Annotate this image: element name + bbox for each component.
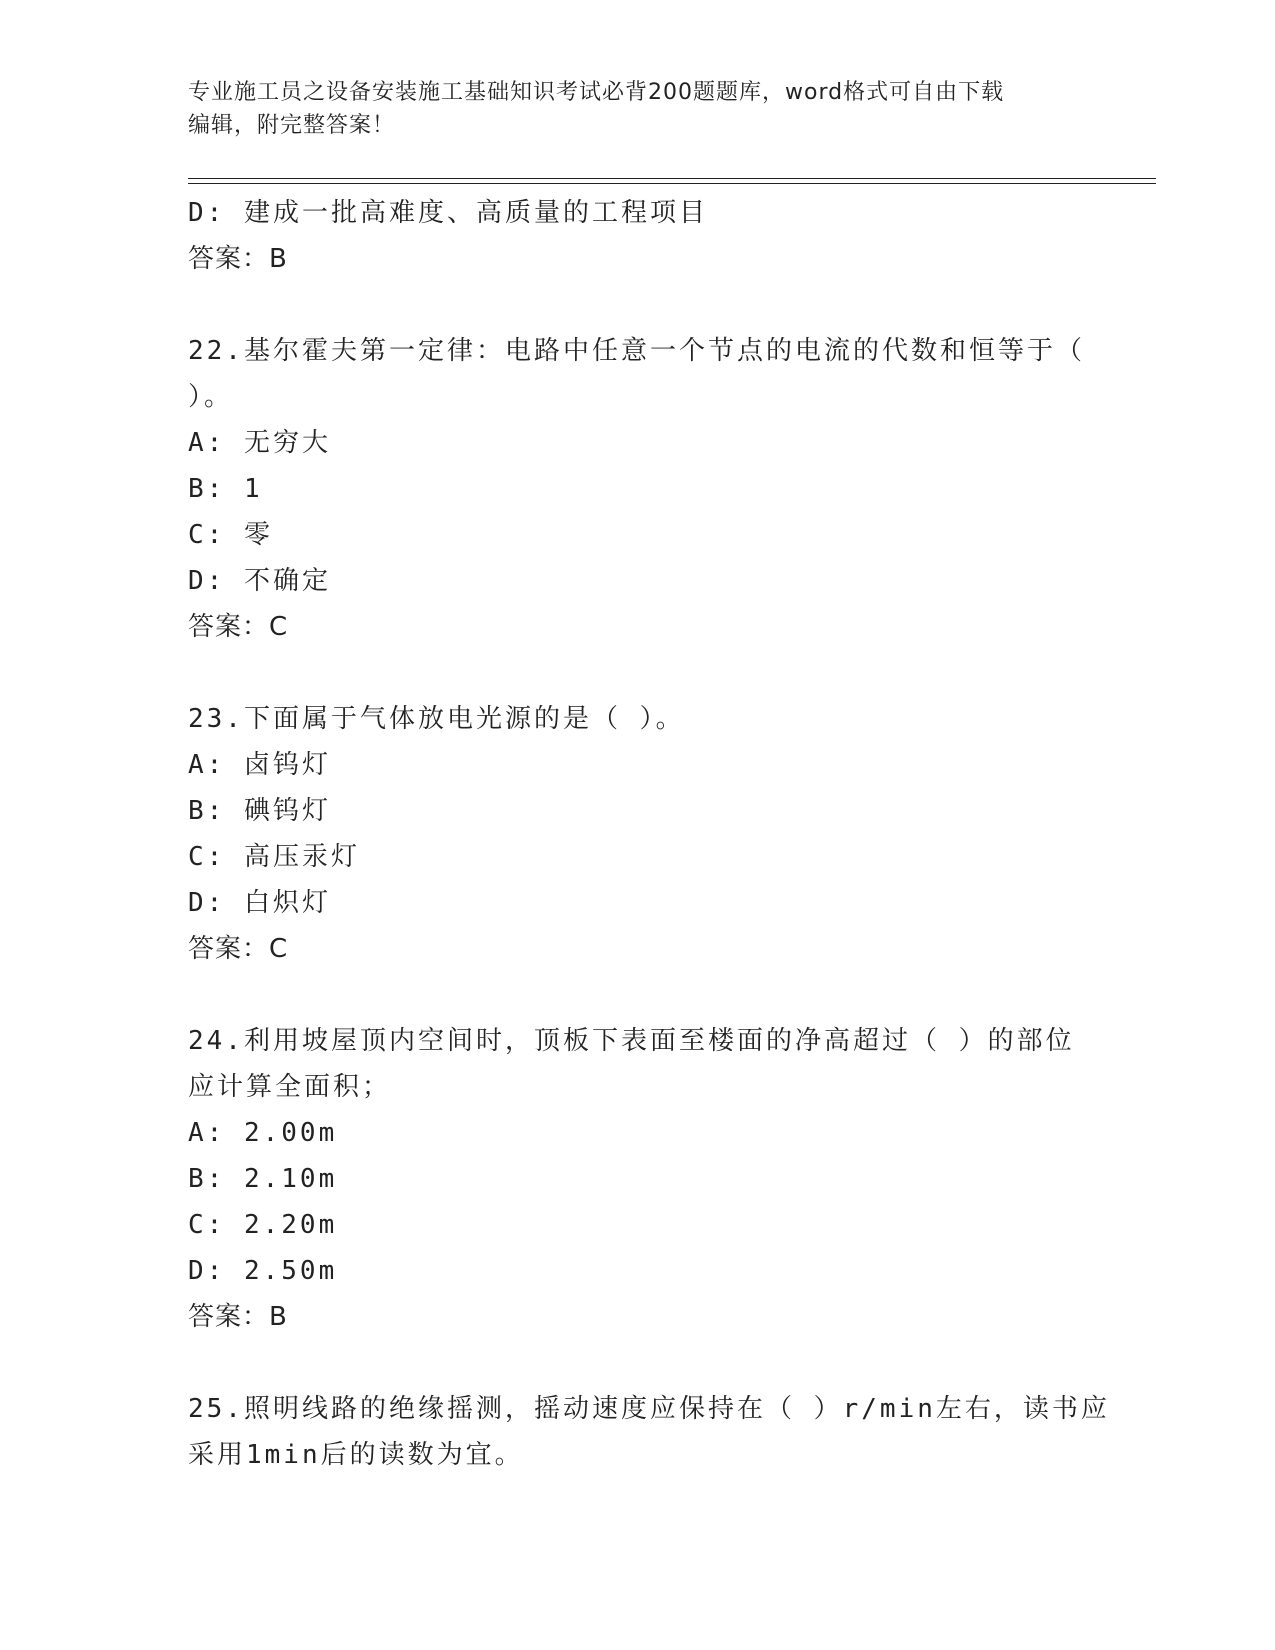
document-header	[188, 76, 1078, 142]
question-25	[188, 1386, 1110, 1478]
option-c: C: 零	[188, 520, 273, 550]
answer: 答案：C	[188, 612, 289, 642]
header-line-2: 编辑，附完整答案！	[188, 113, 396, 138]
option-a: A: 卤钨灯	[188, 750, 331, 780]
question-list	[188, 190, 1110, 1478]
question-24	[188, 1018, 1088, 1340]
question-stem-line-2: 采用1min后的读数为宜。	[188, 1440, 524, 1470]
option-a: A: 2.00m	[188, 1118, 338, 1148]
option-c: C: 高压汞灯	[188, 842, 360, 872]
question-23	[188, 696, 1088, 972]
option-c: C: 2.20m	[188, 1210, 338, 1240]
question-stem-line-1: 23.下面属于气体放电光源的是（ ）。	[188, 704, 685, 734]
option-d: D: 建成一批高难度、高质量的工程项目	[188, 198, 708, 228]
header-line-1: 专业施工员之设备安装施工基础知识考试必背200题题库，word格式可自由下载	[188, 80, 1005, 105]
question-stem-line-1: 24.利用坡屋顶内空间时，顶板下表面至楼面的净高超过（ ）的部位	[188, 1026, 1075, 1056]
spacer	[188, 972, 1088, 1018]
question-stem-line-2: 应计算全面积；	[188, 1072, 392, 1102]
option-d: D: 不确定	[188, 566, 331, 596]
header-divider-bottom	[188, 183, 1156, 184]
option-d: D: 2.50m	[188, 1256, 338, 1286]
answer: 答案：B	[188, 244, 288, 274]
answer: 答案：B	[188, 1302, 288, 1332]
question-22	[188, 328, 1088, 650]
question-21	[188, 190, 1088, 282]
question-stem-line-2: ）。	[188, 382, 234, 412]
option-d: D: 白炽灯	[188, 888, 331, 918]
option-b: B: 碘钨灯	[188, 796, 331, 826]
spacer	[188, 282, 1088, 328]
option-a: A: 无穷大	[188, 428, 331, 458]
header-divider-top	[188, 178, 1156, 179]
option-b: B: 2.10m	[188, 1164, 338, 1194]
option-b: B: 1	[188, 474, 263, 504]
question-stem-line-1: 25.照明线路的绝缘摇测，摇动速度应保持在（ ）r/min左右，读书应	[188, 1394, 1110, 1424]
spacer	[188, 650, 1088, 696]
answer: 答案：C	[188, 934, 289, 964]
question-stem-line-1: 22.基尔霍夫第一定律：电路中任意一个节点的电流的代数和恒等于（	[188, 336, 1085, 366]
spacer	[188, 1340, 1088, 1386]
